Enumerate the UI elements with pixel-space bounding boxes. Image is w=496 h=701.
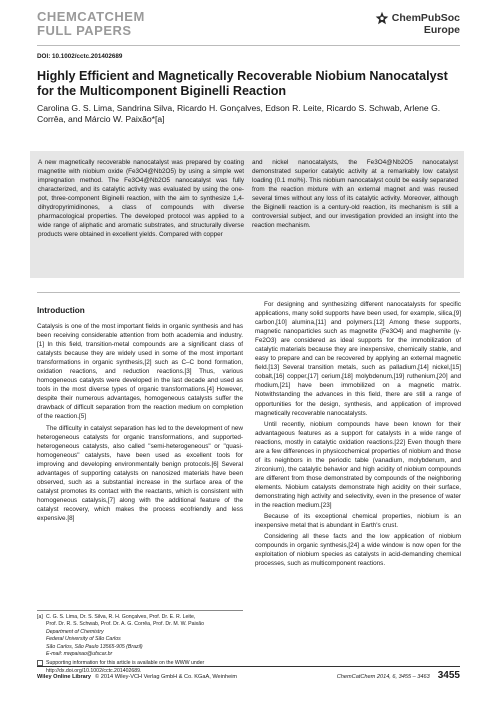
chempubsoc-star-icon xyxy=(375,11,389,25)
doi: DOI: 10.1002/cctc.201402689 xyxy=(37,53,123,60)
supporting-info-text: Supporting information for this article is available on the WWW under xyxy=(46,660,205,667)
journal-name: CHEMCATCHEM xyxy=(37,9,145,24)
affiliation-line: C. G. S. Lima, Dr. S. Silva, R. H. Gonçalves, Prof. Dr. E. R. Leite, xyxy=(46,614,196,620)
page-number: 3455 xyxy=(437,670,460,681)
publisher-name: ChemPubSoc xyxy=(391,12,460,24)
paragraph: Considering all these facts and the low application of niobium compounds in organic synthesis,[24] a wide window is now open for the exploitation of niobium species as catalysts in acid-demanding chemical processes, such as multicomponent reactions. xyxy=(255,533,461,568)
article-title: Highly Efficient and Magnetically Recoverable Niobium Nanocatalyst for the Multicomponent Biginelli Reaction xyxy=(37,69,448,98)
page-footer xyxy=(37,667,460,681)
supporting-info-link[interactable]: http://dx.doi.org/10.1002/cctc.201402689. xyxy=(46,667,142,674)
affiliation-line: Federal University of São Carlos xyxy=(46,636,121,643)
section-divider xyxy=(37,292,460,293)
abstract-right-column: and nickel nanocatalysts, the Fe3O4@Nb2O5 nanocatalyst demonstrated superior catalytic activity at a remarkably low catalyst loading (0.1 mol%). This niobium nanocatalyst could be easily separated from the reaction mixture with an external magnet and was reused several times without any loss of its catalytic activity. Moreover, although the Biginelli reaction is a century-old reaction, its mechanism is still a controversial subject, and our investigation provided an insight into the reaction mechanism. xyxy=(252,159,458,230)
paragraph: The difficulty in catalyst separation has led to the development of new heterogeneous catalysts for organic transformations, and supported-heterogeneous catalysts, also called "semi-heterogeneous" or "quasi-homogeneous" catalysts, have been used as excellent tools for improving and developing environmentally benign protocols.[6] Several advantages of supporting catalysts on nanosized materials have been observed, such as a substantial increase in the surface area of the catalyst promotes its contact with the reactants, which is consistent with homogeneous catalysis,[7] along with the additional feature of the catalyst recovery, which makes the process ecofriendly and less expensive.[8] xyxy=(37,424,243,522)
wiley-online-library-link[interactable]: Wiley Online Library xyxy=(37,674,92,680)
abstract-left-column: A new magnetically recoverable nanocatalyst was prepared by coating magnetite with niobium oxide (Fe3O4@Nb2O5) by using a simple wet impregnation method. The Fe3O4@Nb2O5 nanocatalyst was fully characterized, and its catalytic activity was evaluated by using the one-pot, three-component Biginelli reaction, with the aim to synthesize 1,4-dihydropyrimidinones, a class of compounds with diverse pharmacological properties. The developed protocol was applied to a wide range of aliphatic and aromatic substrates, and structurally diverse products were obtained in excellent yields. Compared with copper xyxy=(38,159,244,239)
author-list: Carolina G. S. Lima, Sandrina Silva, Ricardo H. Gonçalves, Edson R. Leite, Ricardo S. Schwab, Arlene G. Corrêa, and Márcio W. Paixão*[a] xyxy=(37,103,441,124)
journal-citation: ChemCatChem 2014, 6, 3455 – 3463 xyxy=(336,674,430,680)
publisher-region: Europe xyxy=(423,24,460,36)
affiliation-email: E-mail: mwpaixao@ufscar.br xyxy=(46,651,113,658)
body-left-column xyxy=(37,322,243,525)
abstract-box xyxy=(30,151,464,278)
publisher-logo xyxy=(375,11,460,36)
header-divider xyxy=(37,45,460,46)
footer-divider xyxy=(37,666,460,667)
journal-header xyxy=(37,10,145,38)
article-section: FULL PAPERS xyxy=(37,23,132,38)
introduction-heading: Introduction xyxy=(37,306,85,315)
affiliation-line: Department of Chemistry xyxy=(46,628,104,635)
affiliation-line: Prof. Dr. R. S. Schwab, Prof. Dr. A. G. Corrêa, Prof. Dr. M. W. Paixão xyxy=(46,621,204,628)
affiliation-tag: [a] xyxy=(37,614,43,620)
copyright: © 2014 Wiley-VCH Verlag GmbH & Co. KGaA, Weinheim xyxy=(95,674,238,680)
paragraph: Until recently, niobium compounds have been known for their advantageous features as a support for catalysts in a wide range of reactions, mostly in catalytic oxidation reactions.[22] Even though there are a few differences in physicochemical properties of niobium and those of its neighbors in the periodic table (vanadium, molybdenum, and zirconium), the catalytic behavior and high acidity of niobium compounds are different from those demonstrated by compounds of the neighboring elements. Niobium catalysts demonstrate high acidity on their surface, demonstrating high activity and selectivity, even in the presence of water in the reaction medium.[23] xyxy=(255,420,461,510)
paragraph: Because of its exceptional chemical properties, niobium is an inexpensive metal that is abundant in Earth's crust. xyxy=(255,513,461,530)
paragraph: Catalysis is one of the most important fields in organic synthesis and has been receiving considerable attention from both academia and industry.[1] In this field, transition-metal compounds are a significant class of catalysts because they are widely used in some of the most important transformations in organic synthesis,[2] such as C–C bond formation, oxidation reactions, and reduction reactions.[3] Thus, various homogeneous catalysts were developed in the last decade and used as tools in the most diverse types of organic transformations.[4] However, despite their numerous advantages, homogeneous catalysts suffer the drawback of difficult separation from the reaction medium on completion of the reaction.[5] xyxy=(37,323,243,421)
body-right-column xyxy=(255,300,461,570)
paragraph: For designing and synthesizing different nanocatalysts for specific applications, many solid supports have been used, for example, silica,[9] carbon,[10] alumina,[11] and polymers.[12] Among these supports, magnetic nanoparticles such as magnetite (Fe3O4) and maghemite (γ-Fe2O3) are considered as ideal supports for the immobilization of catalytic materials because they are inexpensive, chemically stable, and easy to prepare and can be recovered by applying an external magnetic field.[13] Several transition metals, such as palladium,[14] nickel,[15] cobalt,[16] copper,[17] cerium,[18] molybdenum,[19] ruthenium,[20] and rhodium,[21] have been immobilized on a magnetic matrix. Notwithstanding the advances in this field, there are still a range of opportunities for the design, synthesis, and application of improved magnetically recoverable nanocatalysts. xyxy=(255,301,461,417)
affiliation-line: São Carlos, São Paulo 13565-905 (Brazil) xyxy=(46,643,143,650)
